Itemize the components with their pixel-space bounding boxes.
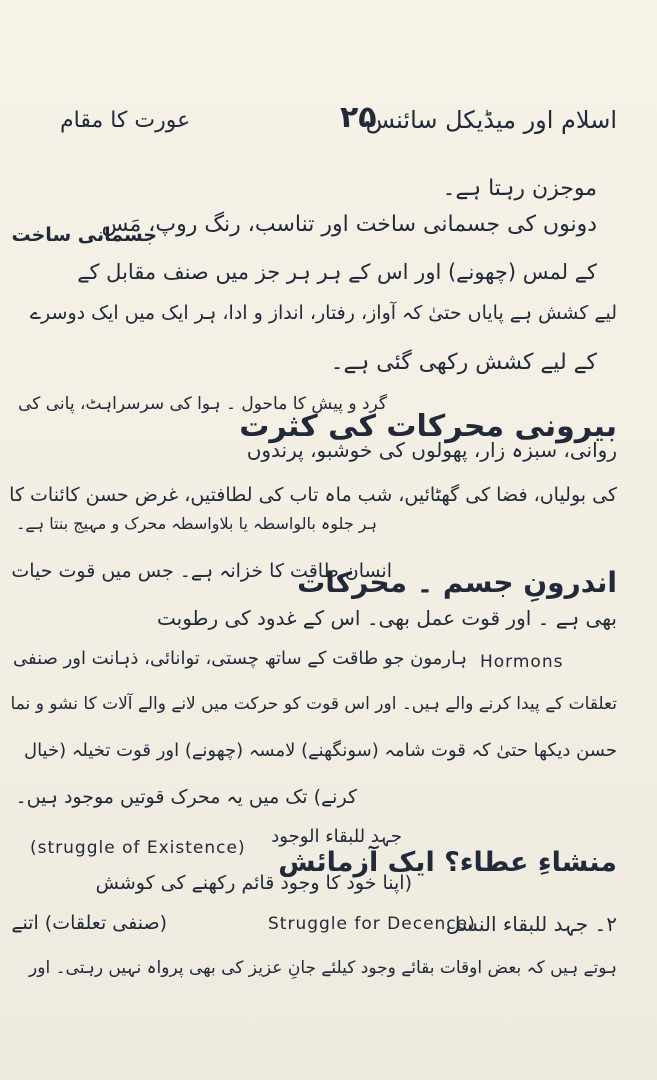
text-line: کے لمس (چھونے) اور اس کے ہر ہر جز میں صنف مقابل کے bbox=[77, 260, 597, 284]
text-line: حسن دیکھا حتیٰ کہ قوت شامہ (سونگھنے) لامسہ (چھونے) اور قوت تخیلہ (خیال bbox=[23, 740, 617, 761]
text-line: کے لیے کشش رکھی گئی ہے۔ bbox=[330, 350, 597, 375]
text-line: تعلقات کے پیدا کرنے والے ہیں۔ اور اس قوت کو حرکت میں لانے والے آلات کا نشو و نما bbox=[10, 694, 617, 714]
latin-existence: (struggle of Existence) bbox=[30, 838, 246, 858]
page-header bbox=[40, 100, 617, 150]
text-line: جہد للبقاء الوجود bbox=[271, 826, 402, 847]
text-line: گرد و پیش کا ماحول ۔ ہوا کی سرسراہٹ، پانی کی bbox=[18, 394, 387, 414]
text-line: کی بولیاں، فضا کی گھٹائیں، شب ماہ تاب کی لطافتیں، غرض حسن کائنات کا bbox=[9, 484, 617, 506]
heading-body-structure: جسمانی ساخت bbox=[11, 224, 157, 246]
text-line: بھی ہے ۔ اور قوت عمل بھی۔ اس کے غدود کی رطوبت bbox=[157, 606, 617, 630]
text-line: ۲۔ جہد للبقاء النسل bbox=[445, 912, 617, 936]
text-line: کرنے) تک میں یہ محرک قوتیں موجود ہیں۔ bbox=[15, 786, 357, 808]
text-line: ہوتے ہیں کہ بعض اوقات بقائے وجود کیلئے جانِ عزیز کی بھی پرواہ نہیں رہتی۔ اور bbox=[29, 958, 617, 978]
text-line: دونوں کی جسمانی ساخت اور تناسب، رنگ روپ، مَس bbox=[101, 212, 597, 237]
heading-test: منشاءِ عطاء؟ ایک آزمائش bbox=[278, 847, 617, 878]
chapter-title: عورت کا مقام bbox=[60, 108, 191, 133]
text-line: (صنفی تعلقات) اتنے bbox=[11, 912, 167, 934]
heading-internal-stimuli: اندرونِ جسم ۔ محرکات bbox=[297, 566, 617, 599]
text-line: ہر جلوہ بالواسطہ یا بلاواسطہ محرک و مہیج بنتا ہے۔ bbox=[15, 514, 377, 533]
latin-decence: Struggle for Decence) bbox=[268, 914, 476, 934]
text-line: روانی، سبزہ زار، پھولوں کی خوشبو، پرندوں bbox=[246, 438, 617, 462]
text-line: ہارمون جو طاقت کے ساتھ چستی، توانائی، ذہانت اور صنفی bbox=[13, 648, 467, 669]
text-line: (اپنا خود کا وجود قائم رکھنے کی کوشش bbox=[95, 872, 412, 894]
latin-hormones: Hormons bbox=[480, 652, 564, 672]
text-line: لیے کشش ہے پایاں حتیٰ کہ آواز، رفتار، انداز و ادا، ہر ایک میں ایک دوسرے bbox=[29, 302, 617, 324]
text-line: موجزن رہتا ہے۔ bbox=[442, 176, 597, 201]
heading-external-stimuli: بیرونی محرکات کی کثرت bbox=[239, 409, 617, 444]
book-title: اسلام اور میڈیکل سائنس bbox=[365, 106, 617, 134]
page-number: ۲۵ bbox=[340, 100, 377, 135]
text-line: انسان طاقت کا خزانہ ہے۔ جس میں قوت حیات bbox=[11, 560, 392, 582]
